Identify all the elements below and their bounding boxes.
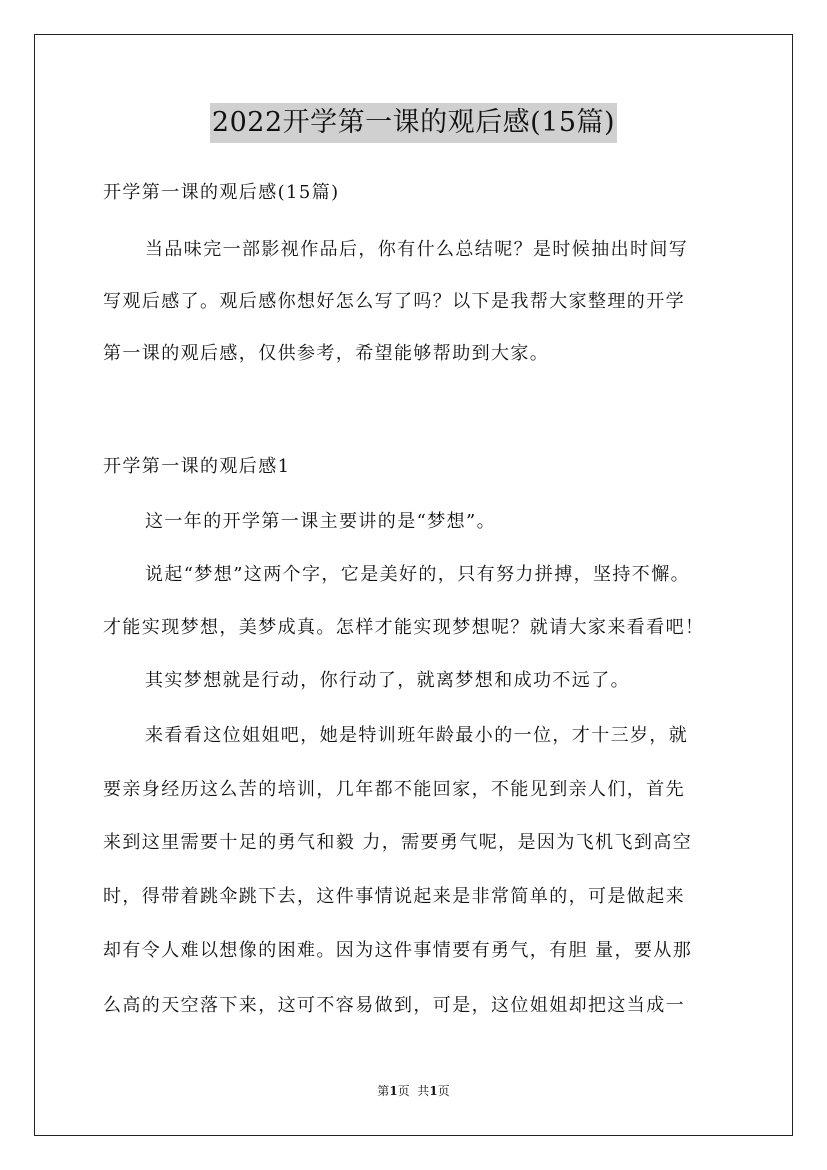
document-title-text: 2022开学第一课的观后感(15篇): [210, 103, 617, 143]
body-line-1: 这一年的开学第一课主要讲的是“梦想”。: [145, 511, 497, 532]
intro-line-2: 写观后感了。观后感你想好怎么写了吗？以下是我帮大家整理的开学: [103, 291, 685, 312]
body-line-5: 来看看这位姐姐吧，她是特训班年龄最小的一位，才十三岁，就: [145, 725, 689, 746]
page-prefix: 第: [377, 1084, 390, 1098]
page-suffix: 页 共: [397, 1084, 430, 1098]
body-line-3: 才能实现梦想，美梦成真。怎样才能实现梦想呢？就请大家来看看吧！: [103, 617, 705, 638]
intro-line-3: 第一课的观后感，仅供参考，希望能够帮助到大家。: [103, 343, 550, 364]
document-subtitle: 开学第一课的观后感(15篇): [103, 182, 340, 203]
intro-line-1: 当品味完一部影视作品后，你有什么总结呢？是时候抽出时间写: [145, 239, 689, 260]
document-title: [0, 103, 827, 143]
section-heading: 开学第一课的观后感1: [103, 456, 291, 477]
body-line-4: 其实梦想就是行动，你行动了，就离梦想和成功不远了。: [145, 670, 630, 691]
body-line-2: 说起“梦想”这两个字，它是美好的，只有努力拼搏，坚持不懈。: [145, 564, 691, 585]
body-line-8: 时，得带着跳伞跳下去，这件事情说起来是非常简单的，可是做起来: [103, 886, 685, 907]
body-line-6: 要亲身经历这么苦的培训，几年都不能回家，不能见到亲人们，首先: [103, 779, 685, 800]
total-suffix: 页: [437, 1084, 450, 1098]
page-footer: [0, 1082, 827, 1100]
total-pages: 1: [429, 1084, 438, 1098]
body-line-9: 却有令人难以想像的困难。因为这件事情要有勇气，有胆 量，要从那: [103, 940, 693, 961]
page-number: 1: [389, 1084, 398, 1098]
body-line-10: 么高的天空落下来，这可不容易做到，可是，这位姐姐却把这当成一: [103, 995, 685, 1016]
body-line-7: 来到这里需要十足的勇气和毅 力，需要勇气呢，是因为飞机飞到高空: [103, 832, 693, 853]
